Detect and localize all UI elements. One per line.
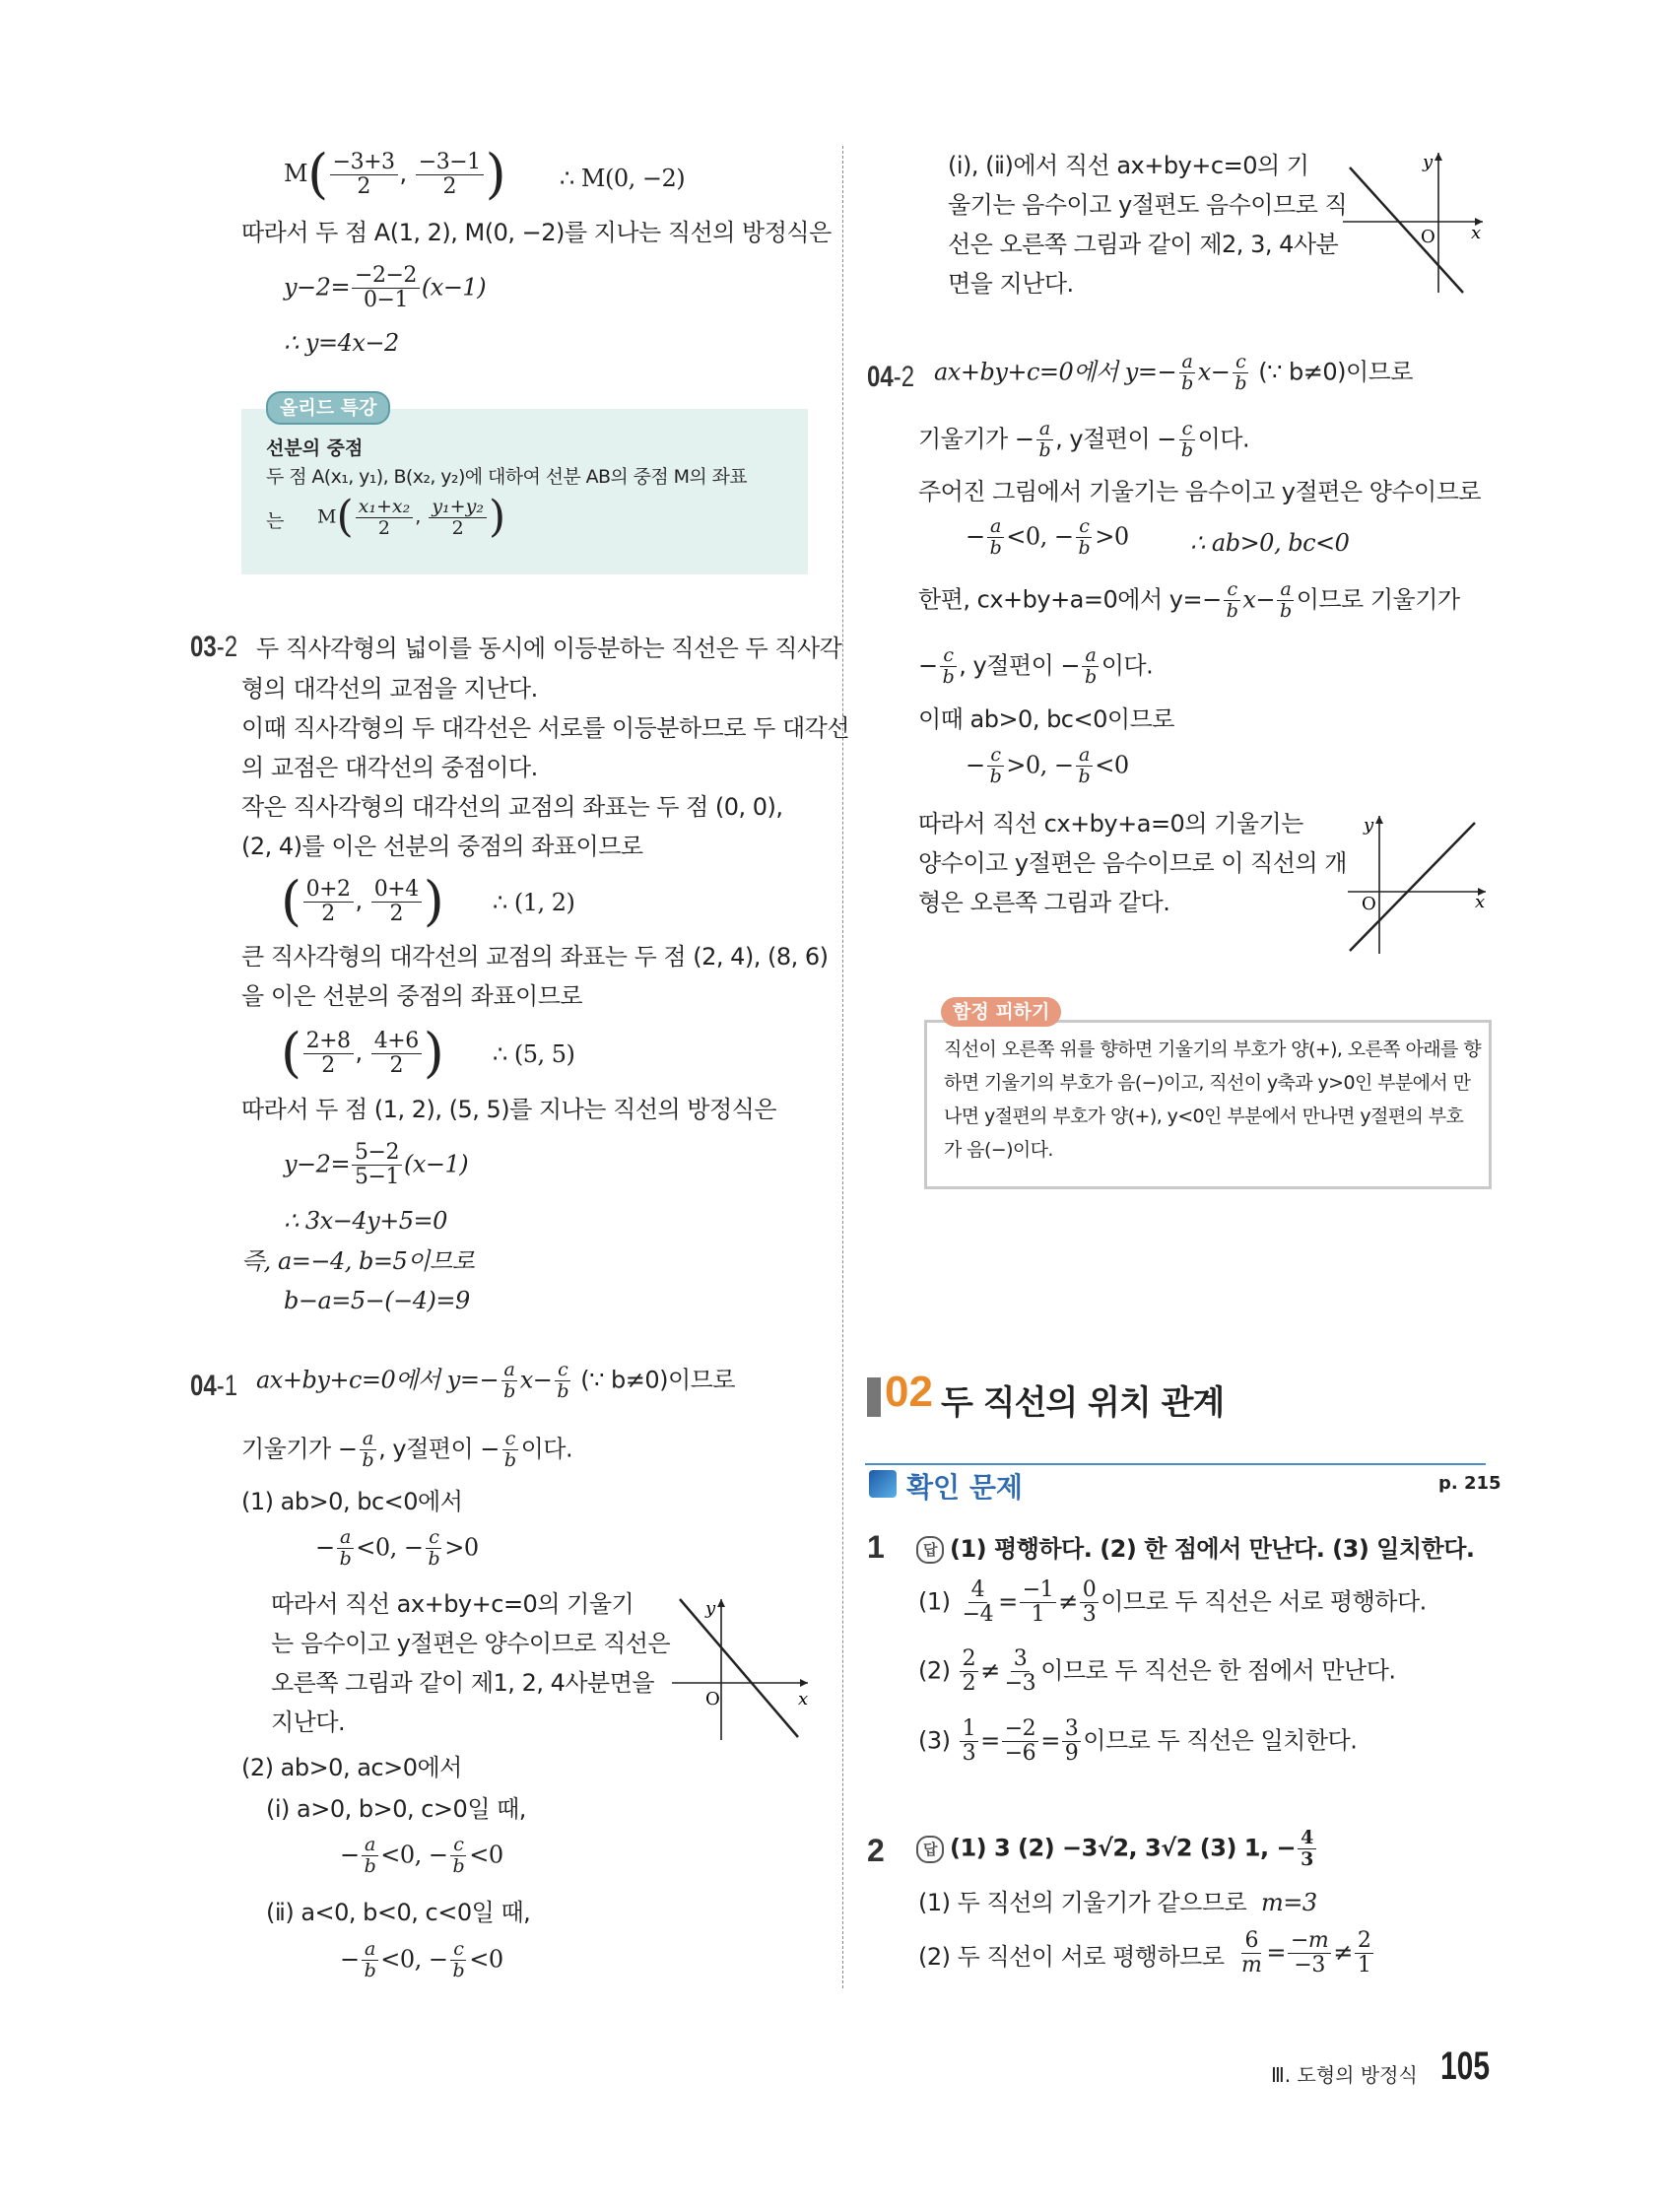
- text-part: x−: [1242, 585, 1276, 614]
- x-arrow: [800, 1679, 808, 1687]
- text-part: 이다.: [1101, 651, 1154, 680]
- text-part: (∵ b≠0)이므로: [1258, 358, 1414, 386]
- line-text: 의 교점은 대각선의 중점이다.: [241, 754, 538, 781]
- tip-text-2: 는: [266, 510, 284, 532]
- line-text: (ⅰ), (ⅱ)에서 직선 ax+by+c=0의 기: [948, 152, 1309, 179]
- y-arrow: [717, 1599, 725, 1607]
- midpoint-result: ∴ (1, 2): [493, 889, 575, 916]
- equation-line: 기울기가 − $\frac{a}{b}$ , y절편이 − $\frac{c}{b}$ 이다.: [918, 418, 1250, 461]
- footer-section: Ⅲ. 도형의 방정식: [1271, 2063, 1418, 2087]
- equation: [284, 264, 486, 312]
- answer-line: [916, 1533, 1475, 1565]
- equation-line: 기울기가 − $\frac{a}{b}$ , y절편이 − $\frac{c}{b}$ 이다.: [241, 1428, 573, 1471]
- text-part: <0: [469, 1945, 503, 1974]
- text-part: 기울기가 −: [241, 1435, 358, 1463]
- text-part: <0, −: [1006, 522, 1074, 551]
- frac-den: 2: [321, 1052, 335, 1078]
- sol-text: 이므로 두 직선은 한 점에서 만난다.: [1040, 1656, 1396, 1685]
- equation: [284, 1141, 468, 1189]
- line-text: 면을 지난다.: [948, 270, 1074, 298]
- frac-den: 2: [389, 901, 403, 926]
- problem-label-04-1: [190, 1370, 237, 1403]
- warning-text: 나면 y절편의 부호가 양(+), y<0인 부분에서 만나면 y절편의 부호: [944, 1106, 1464, 1127]
- warning-text: 가 음(−)이다.: [944, 1139, 1053, 1161]
- line-text: 즉, a=−4, b=5이므로: [241, 1247, 475, 1275]
- m-result: ∴ M(0, −2): [560, 165, 686, 192]
- eq-rhs: (x−1): [403, 1150, 469, 1178]
- text-part: ax+by+c=0에서 y=−: [256, 1366, 500, 1394]
- text-part: >0: [444, 1533, 479, 1562]
- text-part: ax+by+c=0에서 y=−: [934, 358, 1177, 386]
- inequality: − $\frac{a}{b}$ <0, − $\frac{c}{b}$ <0: [340, 1834, 503, 1877]
- sol-label: (1): [918, 1587, 951, 1616]
- line-text: 따라서 두 점 (1, 2), (5, 5)를 지나는 직선의 방정식은: [241, 1096, 777, 1123]
- origin-label: O: [705, 1689, 720, 1709]
- page-number: 105: [1440, 2044, 1491, 2088]
- graph-positive-slope-negative-intercept: [1345, 813, 1491, 956]
- equation-line: ax+by+c=0에서 y=− $\frac{a}{b}$ x− $\frac{c}{b}$ (∵ b≠0)이므로: [256, 1359, 736, 1402]
- question-number: 2: [867, 1833, 885, 1868]
- text-part: <0: [469, 1841, 503, 1869]
- frac-den: 2: [357, 173, 370, 199]
- graph-line: [1350, 823, 1475, 951]
- line-text: (ⅱ) a<0, b<0, c<0일 때,: [266, 1899, 531, 1926]
- label-num: 04: [867, 361, 894, 393]
- answer-text: (1) 3 (2) −3√2, 3√2 (3) 1, −: [950, 1834, 1297, 1862]
- equation-line: − $\frac{c}{b}$ , y절편이 − $\frac{a}{b}$ 이다.: [918, 644, 1154, 688]
- frac-den: 2: [451, 516, 464, 539]
- tip-formula: M( $\frac{\text{x₁+x₂}}{2}$ , $\frac{\text{y₁+y₂}}{2}$ ): [317, 492, 506, 542]
- frac-den: 2: [377, 516, 390, 539]
- line-text: 두 직사각형의 넓이를 동시에 이등분하는 직선은 두 직사각: [256, 635, 842, 662]
- question-number: 1: [867, 1529, 885, 1565]
- line-text: 따라서 직선 cx+by+a=0의 기울기는: [918, 810, 1303, 838]
- frac-num: −3−1: [416, 151, 484, 175]
- column-divider: [842, 146, 843, 1988]
- text-part: , y절편이 −: [1055, 425, 1176, 453]
- line-text: (1) ab>0, bc<0에서: [241, 1488, 463, 1515]
- label-sub: -2: [893, 361, 915, 393]
- check-title: 확인 문제: [906, 1471, 1023, 1504]
- x-label: x: [1471, 223, 1482, 243]
- solution-equation: $\frac{6}{m}$ = $\frac{-m}{-3}$ ≠ $\frac{2}{1}$: [1236, 1929, 1375, 1977]
- problem-label-03-2: [190, 631, 237, 664]
- text-part: <0, −: [380, 1945, 448, 1974]
- text-part: <0: [1095, 751, 1129, 779]
- line-text: 울기는 음수이고 y절편도 음수이므로 직: [948, 191, 1348, 219]
- label-num: 03: [190, 631, 217, 663]
- solution-line: (2) 두 직선이 서로 평행하므로: [918, 1943, 1225, 1971]
- line-text: 이때 ab>0, bc<0이므로: [918, 705, 1174, 733]
- label-sub: -1: [216, 1370, 238, 1402]
- text-part: 기울기가 −: [918, 425, 1034, 453]
- answer-badge: 답: [916, 1536, 944, 1564]
- text-part: >0, −: [1006, 751, 1074, 779]
- problem-label-04-2: [867, 361, 914, 394]
- line-text: 따라서 직선 ax+by+c=0의 기울기: [271, 1590, 634, 1618]
- warning-text: 하면 기울기의 부호가 음(−)이고, 직선이 y축과 y>0인 부분에서 만: [944, 1072, 1471, 1094]
- x-label: x: [798, 1689, 809, 1709]
- label-sub: -2: [216, 631, 238, 663]
- frac-den: 2: [321, 901, 335, 926]
- sol-label: (3): [918, 1726, 951, 1755]
- m-label: M: [284, 160, 308, 187]
- midpoint-formula: ( $\frac{2+8}{2}$ , $\frac{4+6}{2}$ ): [281, 1022, 444, 1084]
- answer-badge: 답: [916, 1836, 944, 1863]
- frac-num: 0+4: [371, 878, 422, 903]
- tip-tag: 올리드 특강: [266, 391, 390, 425]
- check-page-ref: p. 215: [1438, 1473, 1501, 1494]
- line-text: b−a=5−(−4)=9: [284, 1287, 470, 1314]
- text-part: x−: [1197, 358, 1231, 386]
- tip-title: 선분의 중점: [266, 437, 364, 459]
- text-part: 이다.: [1197, 425, 1250, 453]
- frac-den: 3: [1301, 1848, 1313, 1870]
- warning-tag: 함정 피하기: [941, 997, 1061, 1027]
- text-part: , y절편이 −: [959, 651, 1081, 680]
- x-label: x: [1475, 892, 1486, 912]
- frac-num: 4: [1298, 1828, 1316, 1849]
- answer-line: [916, 1828, 1318, 1870]
- inequality: − $\frac{a}{b}$ <0, − $\frac{c}{b}$ >0: [966, 515, 1129, 559]
- eq-rhs: (x−1): [421, 273, 487, 302]
- frac-num: 4+6: [371, 1030, 422, 1054]
- section-marker: [867, 1377, 881, 1417]
- inequality: − $\frac{c}{b}$ >0, − $\frac{a}{b}$ <0: [966, 744, 1129, 787]
- text-part: 한편, cx+by+a=0에서 y=−: [918, 585, 1222, 614]
- y-label: y: [705, 1598, 716, 1619]
- line-text: 작은 직사각형의 대각선의 교점의 좌표는 두 점 (0, 0),: [241, 793, 783, 821]
- line-text: (ⅰ) a>0, b>0, c>0일 때,: [266, 1795, 526, 1823]
- frac-num: 0+2: [303, 878, 354, 903]
- frac-num: x₁+x₂: [356, 497, 414, 518]
- equation-result: ∴ 3x−4y+5=0: [284, 1207, 447, 1235]
- solution-line: (1) 두 직선의 기울기가 같으므로: [918, 1889, 1247, 1916]
- line-text: 형의 대각선의 교점을 지난다.: [241, 675, 538, 703]
- section-title: 두 직선의 위치 관계: [941, 1383, 1225, 1423]
- answer-text: (1) 평행하다. (2) 한 점에서 만난다. (3) 일치한다.: [950, 1535, 1475, 1563]
- label-num: 04: [190, 1370, 217, 1402]
- inequality: − $\frac{a}{b}$ <0, − $\frac{c}{b}$ <0: [340, 1938, 503, 1981]
- sol-text: 이므로 두 직선은 서로 평행하다.: [1101, 1587, 1427, 1616]
- equation-line: ax+by+c=0에서 y=− $\frac{a}{b}$ x− $\frac{c}{b}$ (∵ b≠0)이므로: [934, 351, 1414, 394]
- frac-den: 0−1: [364, 288, 408, 312]
- text-part: x−: [519, 1366, 553, 1394]
- frac-num: y₁+y₂: [429, 497, 487, 518]
- line-text: 는 음수이고 y절편은 양수이므로 직선은: [271, 1630, 671, 1657]
- solution-line: (3) $\frac{1}{3}$ = $\frac{-2}{-6}$ = $\frac{3}{9}$ 이므로 두 직선은 일치한다.: [918, 1716, 1358, 1766]
- eq-lhs: y−2=: [284, 273, 351, 302]
- eq-lhs: y−2=: [284, 1150, 351, 1178]
- text-part: 이다.: [520, 1435, 573, 1463]
- warning-text: 직선이 오른쪽 위를 향하면 기울기의 부호가 양(+), 오른쪽 아래를 향: [944, 1039, 1481, 1060]
- midpoint-result: ∴ (5, 5): [493, 1040, 575, 1068]
- frac-den: 2: [442, 173, 456, 199]
- line-text: 오른쪽 그림과 같이 제1, 2, 4사분면을: [271, 1669, 655, 1697]
- line-text: 을 이은 선분의 중점의 좌표이므로: [241, 982, 583, 1010]
- y-arrow: [1375, 816, 1383, 824]
- text-part: , y절편이 −: [378, 1435, 500, 1463]
- m-label: M: [317, 505, 337, 528]
- origin-label: O: [1421, 227, 1435, 247]
- line-text: 주어진 그림에서 기울기는 음수이고 y절편은 양수이므로: [918, 478, 1482, 505]
- section-number: 02: [885, 1368, 933, 1416]
- frac-num: 2+8: [303, 1030, 354, 1054]
- text-part: <0, −: [380, 1841, 448, 1869]
- line-text: 따라서 두 점 A(1, 2), M(0, −2)를 지나는 직선의 방정식은: [241, 219, 832, 246]
- sol-text: 이므로 두 직선은 일치한다.: [1083, 1726, 1358, 1755]
- line-text: 큰 직사각형의 대각선의 교점의 좌표는 두 점 (2, 4), (8, 6): [241, 943, 829, 971]
- text-part: <0, −: [356, 1533, 424, 1562]
- line-text: 지난다.: [271, 1709, 346, 1736]
- y-label: y: [1364, 815, 1374, 836]
- line-text: (2) ab>0, ac>0에서: [241, 1754, 462, 1781]
- y-arrow: [1434, 153, 1442, 161]
- equation-result: ∴ y=4x−2: [284, 329, 399, 357]
- line-text: 형은 오른쪽 그림과 같다.: [918, 889, 1170, 916]
- inequality-result: ∴ ab>0, bc<0: [1190, 529, 1350, 557]
- midpoint-formula: ( $\frac{0+2}{2}$ , $\frac{0+4}{2}$ ): [281, 870, 444, 932]
- graph-line: [680, 1599, 798, 1737]
- m-point-formula: M( $\frac{-3+3}{2}$ , $\frac{-3-1}{2}$ ): [284, 143, 506, 205]
- solution-result: m=3: [1261, 1889, 1317, 1916]
- solution-line: (2) $\frac{2}{2}$ ≠ $\frac{3}{-3}$ 이므로 두 직선은 한 점에서 만난다.: [918, 1646, 1396, 1696]
- inequality: − $\frac{a}{b}$ <0, − $\frac{c}{b}$ >0: [315, 1526, 479, 1570]
- text-part: (∵ b≠0)이므로: [580, 1366, 736, 1394]
- line-text: 선은 오른쪽 그림과 같이 제2, 3, 4사분: [948, 231, 1339, 258]
- text-part: >0: [1095, 522, 1129, 551]
- graph-negative-slope-positive-intercept: [670, 1594, 813, 1742]
- text-part: 이므로 기울기가: [1296, 585, 1460, 614]
- frac-num: −3+3: [330, 151, 398, 175]
- graph-negative-slope-negative-intercept: [1340, 150, 1488, 298]
- origin-label: O: [1362, 894, 1376, 914]
- frac-den: 2: [389, 1052, 403, 1078]
- line-text: 양수이고 y절편은 음수이므로 이 직선의 개: [918, 849, 1347, 877]
- frac-num: −2−2: [352, 264, 420, 289]
- tip-text: 두 점 A(x₁, y₁), B(x₂, y₂)에 대하여 선분 AB의 중점 M의 좌표: [266, 466, 748, 488]
- line-text: 이때 직사각형의 두 대각선은 서로를 이등분하므로 두 대각선: [241, 714, 850, 742]
- solution-line: (1) $\frac{4}{-4}$ = $\frac{-1}{1}$ ≠ $\frac{0}{3}$ 이므로 두 직선은 서로 평행하다.: [918, 1577, 1427, 1627]
- frac-den: 5−1: [355, 1165, 399, 1189]
- equation-line: 한편, cx+by+a=0에서 y=− $\frac{c}{b}$ x− $\frac{a}{b}$ 이므로 기울기가: [918, 578, 1460, 622]
- sol-label: (2): [918, 1656, 951, 1685]
- check-icon: [869, 1470, 897, 1498]
- frac-num: 5−2: [352, 1141, 402, 1166]
- line-text: (2, 4)를 이은 선분의 중점의 좌표이므로: [241, 833, 643, 860]
- y-label: y: [1423, 152, 1434, 172]
- section-rule: [865, 1463, 1486, 1465]
- graph-line: [1350, 168, 1463, 293]
